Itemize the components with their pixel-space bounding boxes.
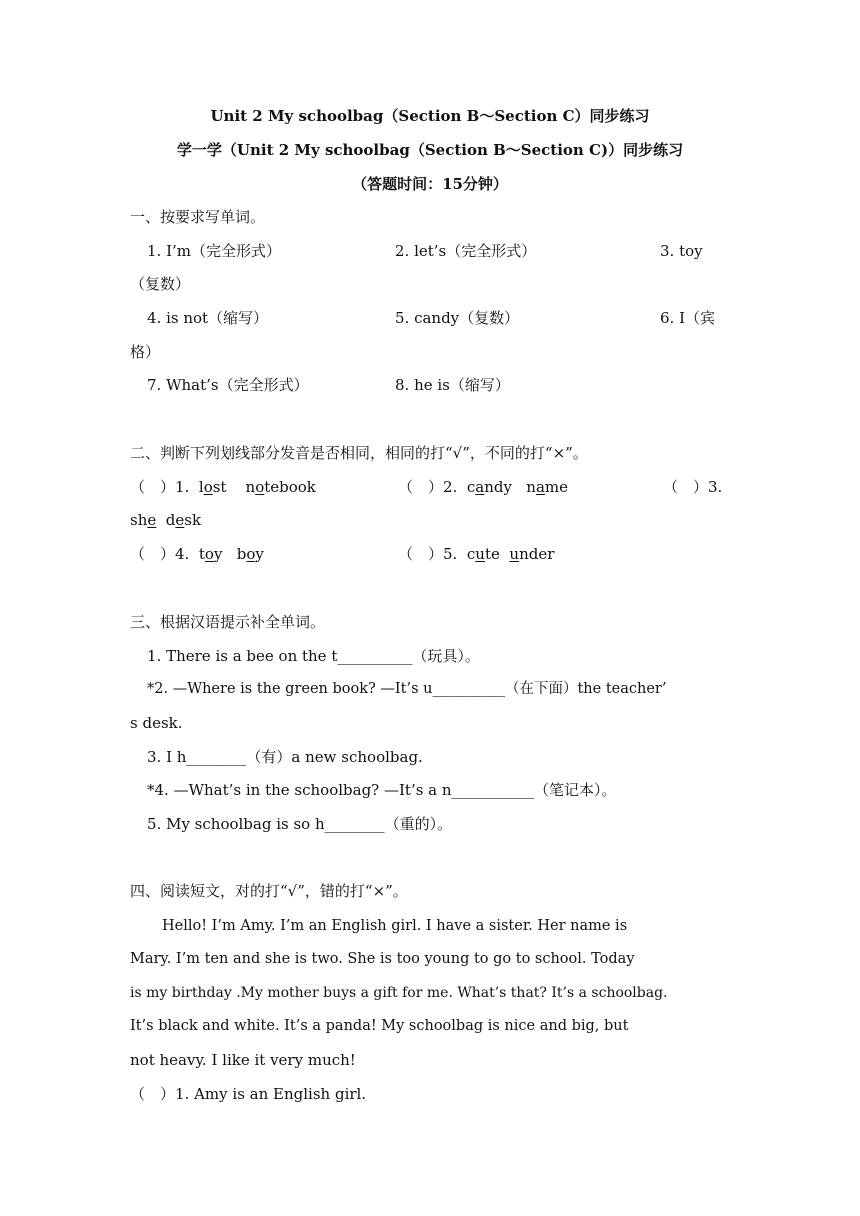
phonics-question-wrap: she desk <box>130 511 202 529</box>
worksheet-title: Unit 2 My schoolbag（Section B～Section C）同步练习 <box>210 107 650 125</box>
fill-question: 1. There is a bee on the t__________（玩具）。 <box>147 647 480 665</box>
part1-item-wrap: （复数） <box>130 275 191 293</box>
part3-heading: 三、根据汉语提示补全单词。 <box>130 613 326 631</box>
part1-item: 3. toy <box>660 242 703 260</box>
phonics-question: （ ）3. <box>663 478 723 496</box>
part1-item: 8. he is（缩写） <box>395 376 510 394</box>
part1-item: 4. is not（缩写） <box>147 309 269 327</box>
reading-passage-line: Hello! I’m Amy. I’m an English girl. I have a sister. Her name is <box>162 918 628 934</box>
answer-blank: （ ） <box>130 478 176 496</box>
fill-question: 5. My schoolbag is so h________（重的）。 <box>147 815 453 833</box>
judge-question: （ ）1. Amy is an English girl. <box>130 1085 367 1103</box>
part1-heading: 一、按要求写单词。 <box>130 208 266 226</box>
fill-question: *2. —Where is the green book? —It’s u__________（在下面）the teacher’ <box>147 681 667 697</box>
fill-question-wrap: s desk. <box>130 714 183 732</box>
phonics-question: （ ）5. cute under <box>398 545 555 563</box>
answer-blank: （ ） <box>398 545 444 563</box>
part1-item-wrap: 格） <box>130 343 161 361</box>
part2-heading: 二、判断下列划线部分发音是否相同，相同的打“√”，不同的打“×”。 <box>130 444 588 462</box>
answer-blank: （ ） <box>130 545 176 563</box>
part1-item: 6. I（宾 <box>660 309 716 327</box>
fill-question: 3. I h________（有）a new schoolbag. <box>147 748 423 766</box>
phonics-question: （ ）4. toy boy <box>130 545 264 563</box>
answer-blank: （ ） <box>398 478 444 496</box>
answer-blank: （ ） <box>663 478 709 496</box>
fill-question: *4. —What’s in the schoolbag? —It’s a n___________（笔记本）。 <box>147 781 617 799</box>
worksheet-subtitle: 学一学（Unit 2 My schoolbag（Section B～Section C)）同步练习 <box>176 141 684 159</box>
part1-item: 2. let’s（完全形式） <box>395 242 537 260</box>
phonics-question: （ ）2. candy name <box>398 478 569 496</box>
reading-passage-line: is my birthday .My mother buys a gift for me. What’s that? It’s a schoolbag. <box>130 985 668 1001</box>
phonics-question: （ ）1. lost notebook <box>130 478 316 496</box>
answer-blank: （ ） <box>130 1085 176 1103</box>
reading-passage-line: not heavy. I like it very much! <box>130 1051 356 1069</box>
reading-passage-line: Mary. I’m ten and she is two. She is too young to go to school. Today <box>130 951 635 967</box>
part1-item: 5. candy（复数） <box>395 309 520 327</box>
reading-passage-line: It’s black and white. It’s a panda! My schoolbag is nice and big, but <box>130 1018 629 1034</box>
part4-heading: 四、阅读短文，对的打“√”，错的打“×”。 <box>130 882 408 900</box>
part1-item: 1. I’m（完全形式） <box>147 242 281 260</box>
part1-item: 7. What’s（完全形式） <box>147 376 309 394</box>
answer-time: （答题时间：15分钟） <box>352 175 508 193</box>
